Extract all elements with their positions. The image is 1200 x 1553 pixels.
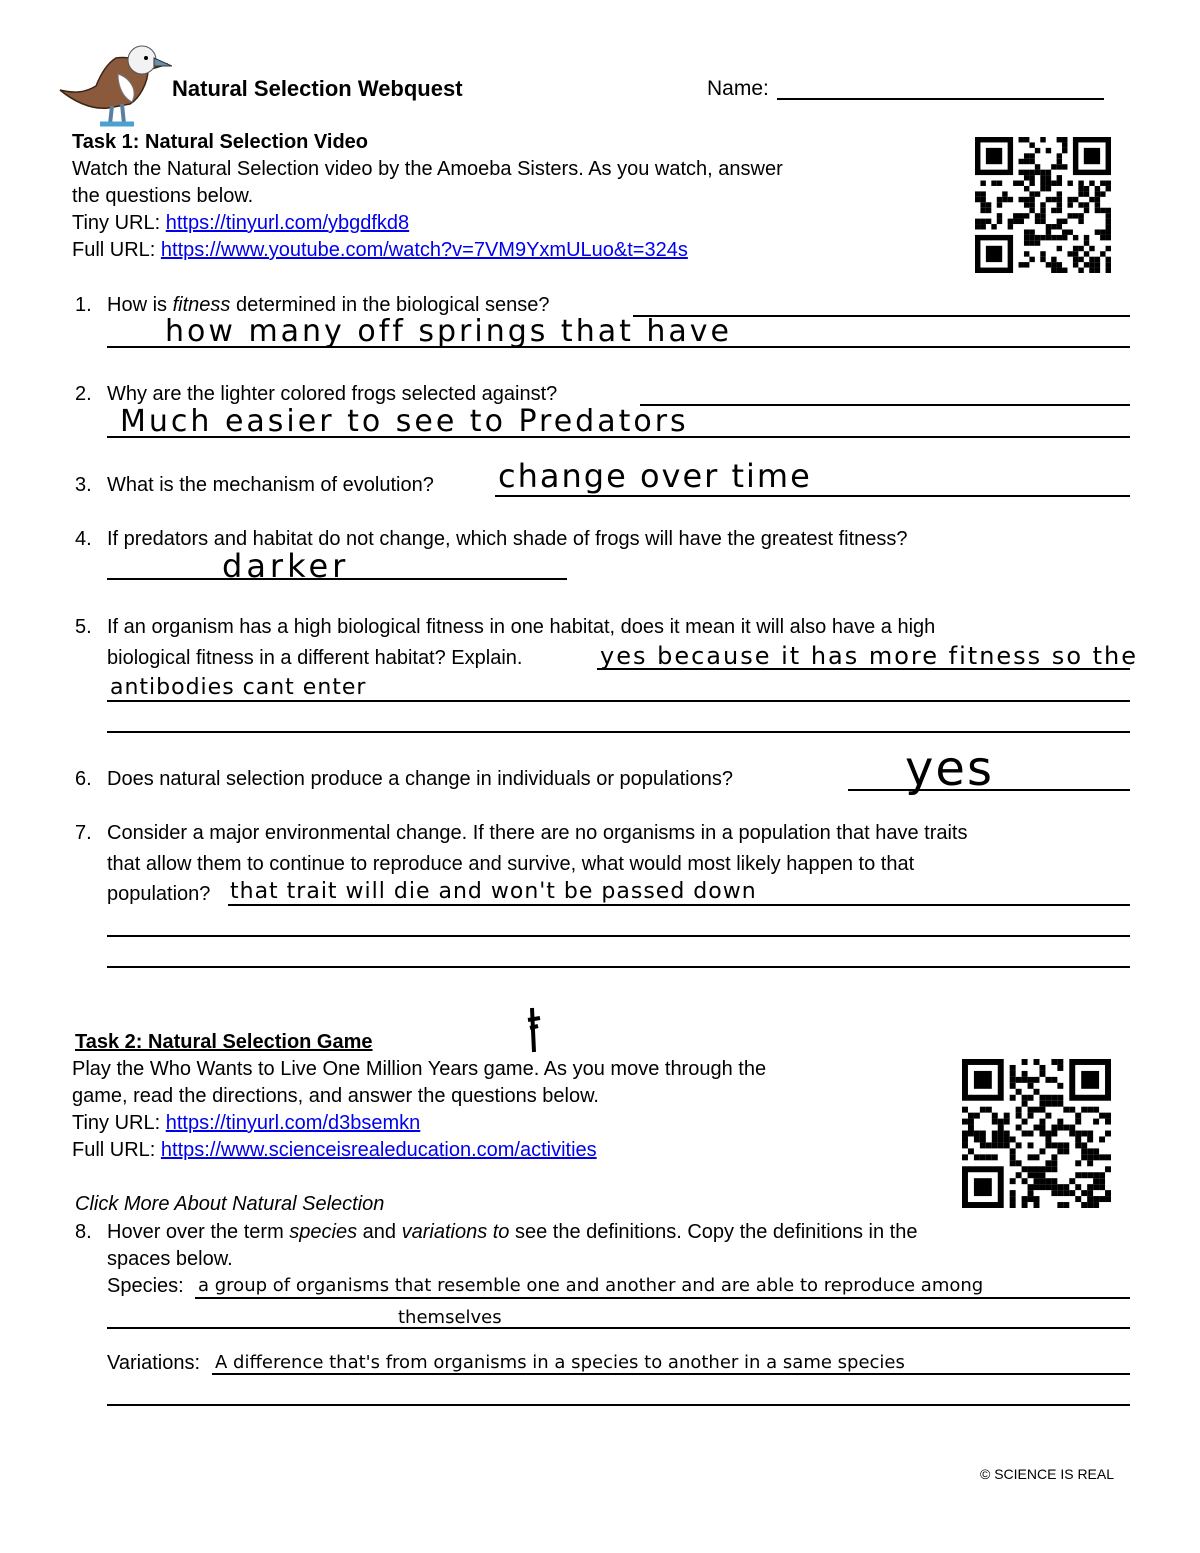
q4-text: If predators and habitat do not change, which shade of frogs will have the greatest fitness? bbox=[107, 528, 908, 550]
task2-full-url-row bbox=[72, 1137, 597, 1163]
q5-answer-line-c[interactable] bbox=[107, 731, 1130, 733]
tiny-url-link[interactable]: https://tinyurl.com/d3bsemkn bbox=[165, 1112, 421, 1134]
q5-answer-line-b[interactable] bbox=[107, 700, 1130, 702]
q5-text-line2: biological fitness in a different habitat? Explain. bbox=[107, 647, 523, 669]
variations-label: Variations: bbox=[107, 1352, 201, 1374]
qr-code-icon bbox=[975, 137, 1111, 273]
q3-text: What is the mechanism of evolution? bbox=[107, 474, 434, 496]
name-label: Name: bbox=[707, 77, 769, 100]
q5-answer-line2[interactable]: antibodies cant enter bbox=[110, 675, 367, 700]
q7-text-line2: that allow them to continue to reproduce and survive, what would most likely happen to that bbox=[107, 853, 915, 875]
tiny-url-label: Tiny URL: bbox=[72, 1112, 166, 1134]
q8-text-line2: spaces below. bbox=[107, 1248, 233, 1270]
species-answer-line-a[interactable] bbox=[195, 1297, 1130, 1299]
species-answer-line-b[interactable] bbox=[107, 1327, 1130, 1329]
q1-answer-line-b[interactable] bbox=[107, 346, 1130, 348]
q2-answer-line-b[interactable] bbox=[107, 436, 1130, 438]
q8-number: 8. bbox=[75, 1221, 92, 1243]
q5-text-line1: If an organism has a high biological fitness in one habitat, does it mean it will also have a high bbox=[107, 616, 936, 638]
q7-number: 7. bbox=[75, 822, 92, 844]
q4-number: 4. bbox=[75, 528, 92, 550]
pen-mark-icon bbox=[522, 1006, 546, 1054]
variations-answer-line-b[interactable] bbox=[107, 1404, 1130, 1406]
task2-intro-line1: Play the Who Wants to Live One Million Years game. As you move through the bbox=[72, 1058, 767, 1080]
q7-answer[interactable]: that trait will die and won't be passed down bbox=[230, 879, 757, 904]
full-url-label: Full URL: bbox=[72, 1139, 161, 1161]
q7-text-line1: Consider a major environmental change. If there are no organisms in a population that have traits bbox=[107, 822, 968, 844]
q7-answer-line-b[interactable] bbox=[107, 935, 1130, 937]
bird-logo-icon bbox=[56, 38, 172, 130]
task2-tiny-url-row bbox=[72, 1110, 420, 1136]
q4-answer[interactable]: darker bbox=[222, 547, 350, 585]
full-url-link[interactable]: https://www.scienceisrealeducation.com/activities bbox=[160, 1139, 597, 1161]
q5-answer-line-a[interactable] bbox=[597, 668, 1130, 670]
click-more-instruction: Click More About Natural Selection bbox=[75, 1193, 385, 1215]
q1-text: How is fitness determined in the biological sense? bbox=[107, 294, 550, 316]
q2-number: 2. bbox=[75, 383, 92, 405]
variations-answer[interactable]: A difference that's from organisms in a species to another in a same species bbox=[215, 1352, 905, 1373]
tiny-url-label: Tiny URL: bbox=[72, 212, 166, 234]
species-label: Species: bbox=[107, 1275, 184, 1297]
task1-full-url-row bbox=[72, 237, 688, 263]
q7-answer-line-a[interactable] bbox=[228, 904, 1130, 906]
variations-answer-line-a[interactable] bbox=[212, 1373, 1130, 1375]
task1-intro-line2: the questions below. bbox=[72, 185, 254, 207]
q6-number: 6. bbox=[75, 768, 92, 790]
task2-heading: Task 2: Natural Selection Game bbox=[75, 1031, 373, 1053]
species-answer-line2[interactable]: themselves bbox=[398, 1307, 502, 1328]
q5-answer-line1[interactable]: yes because it has more fitness so the bbox=[600, 642, 1139, 670]
worksheet-title: Natural Selection Webquest bbox=[172, 76, 463, 101]
q2-answer[interactable]: Much easier to see to Predators bbox=[120, 404, 689, 439]
task1-tiny-url-row bbox=[72, 210, 409, 236]
q6-text: Does natural selection produce a change in individuals or populations? bbox=[107, 768, 733, 790]
copyright-footer: © SCIENCE IS REAL bbox=[980, 1466, 1115, 1482]
q1-answer[interactable]: how many off springs that have bbox=[165, 314, 732, 349]
full-url-label: Full URL: bbox=[72, 239, 161, 261]
q6-answer[interactable]: yes bbox=[905, 741, 994, 797]
q5-number: 5. bbox=[75, 616, 92, 638]
task1-intro-line1: Watch the Natural Selection video by the Amoeba Sisters. As you watch, answer bbox=[72, 158, 783, 180]
q7-answer-line-c[interactable] bbox=[107, 966, 1130, 968]
q3-answer[interactable]: change over time bbox=[498, 457, 812, 495]
q7-text-line3: population? bbox=[107, 883, 211, 905]
tiny-url-link[interactable]: https://tinyurl.com/ybgdfkd8 bbox=[165, 212, 410, 234]
q1-number: 1. bbox=[75, 294, 92, 316]
species-answer-line1[interactable]: a group of organisms that resemble one and another and are able to reproduce among bbox=[198, 1275, 984, 1296]
name-line[interactable] bbox=[777, 98, 1104, 100]
q3-number: 3. bbox=[75, 474, 92, 496]
q3-answer-line[interactable] bbox=[495, 495, 1130, 497]
full-url-link[interactable]: https://www.youtube.com/watch?v=7VM9YxmULuo&t=324s bbox=[160, 239, 688, 261]
q2-text: Why are the lighter colored frogs selected against? bbox=[107, 383, 558, 405]
q2-answer-line-a[interactable] bbox=[640, 404, 1130, 406]
qr-code-icon bbox=[962, 1059, 1111, 1208]
task1-heading: Task 1: Natural Selection Video bbox=[72, 131, 369, 153]
q4-answer-line[interactable] bbox=[107, 578, 567, 580]
task2-intro-line2: game, read the directions, and answer the questions below. bbox=[72, 1085, 599, 1107]
q6-answer-line[interactable] bbox=[848, 789, 1130, 791]
q8-text-line1: Hover over the term species and variations to see the definitions. Copy the definitions in the bbox=[107, 1221, 918, 1243]
